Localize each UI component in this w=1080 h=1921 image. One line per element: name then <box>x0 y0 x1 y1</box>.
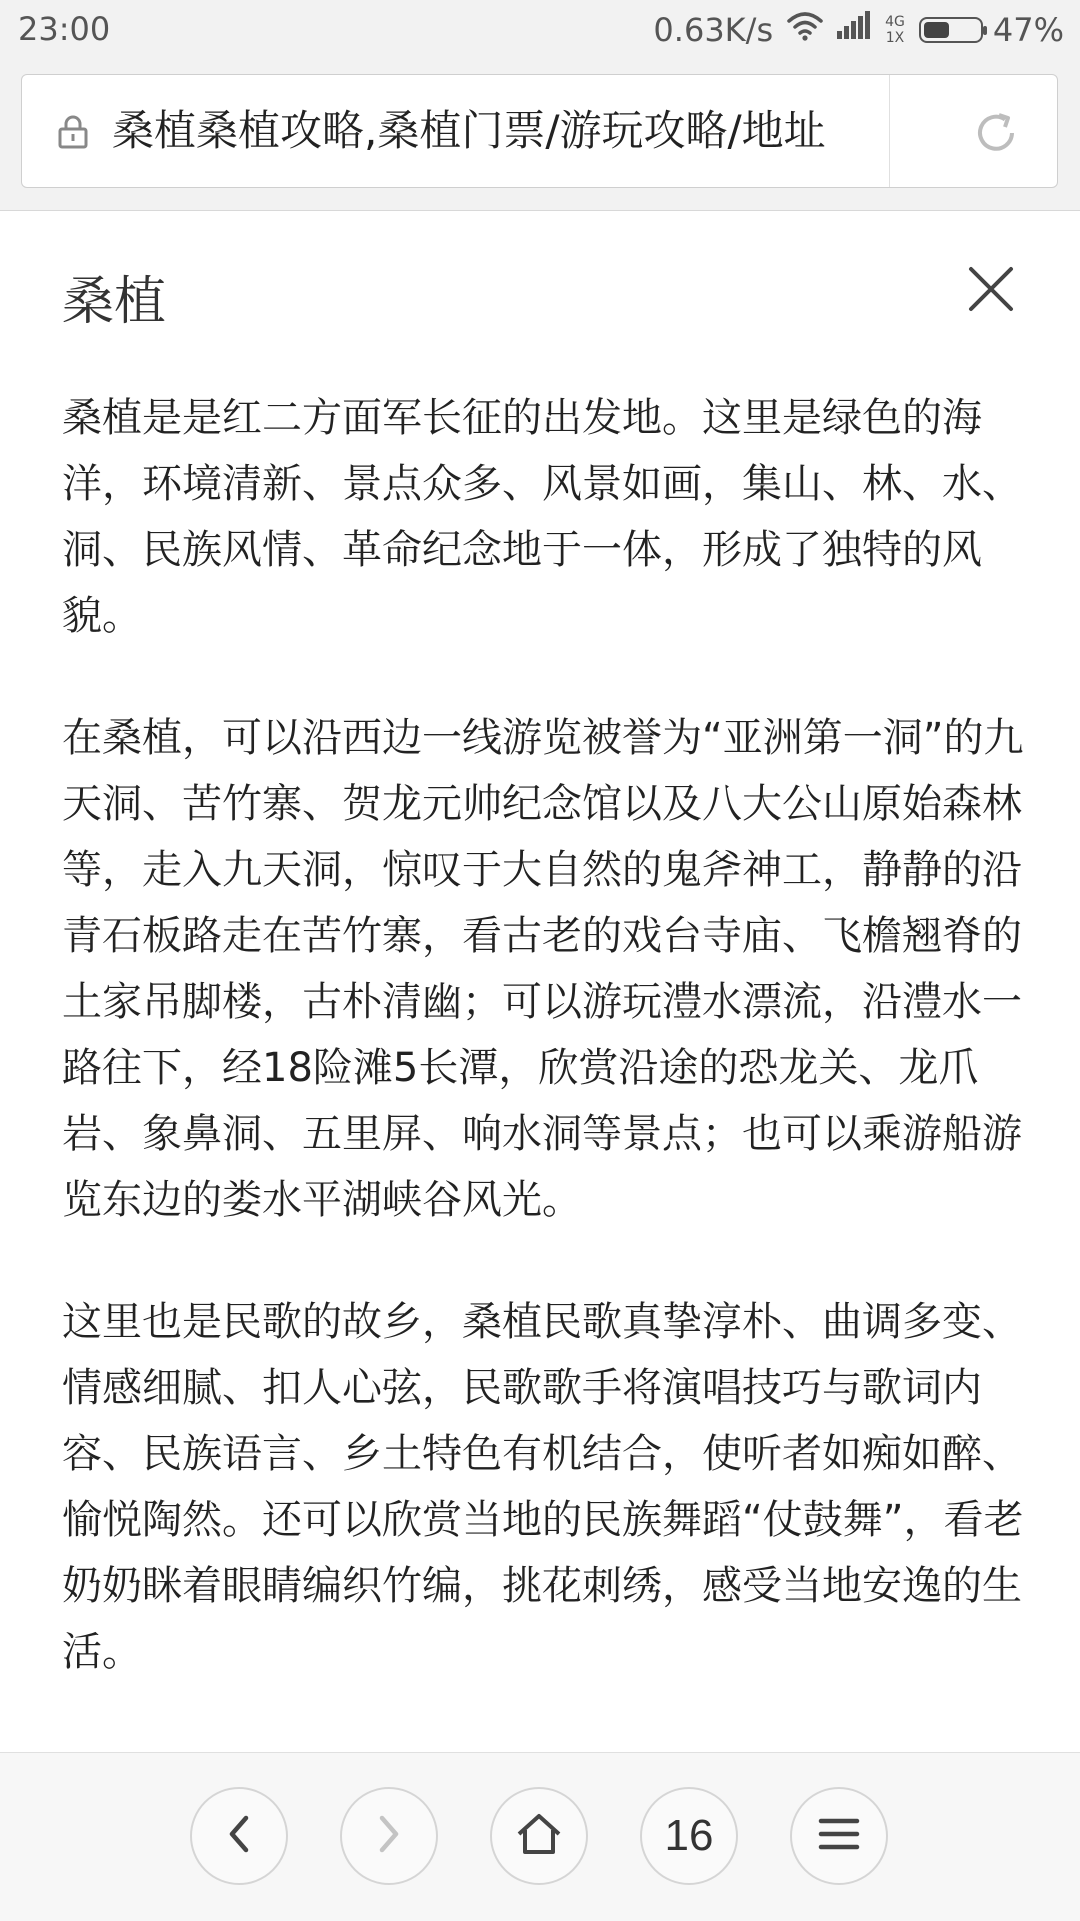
url-text[interactable]: 桑植桑植攻略,桑植门票/游玩攻略/地址 <box>112 106 826 155</box>
status-icons <box>653 10 1064 50</box>
status-time: 23:00 <box>18 10 111 48</box>
address-divider <box>889 75 890 187</box>
forward-icon <box>374 1814 404 1858</box>
forward-button[interactable] <box>340 1787 438 1885</box>
tabs-button[interactable] <box>640 1787 738 1885</box>
status-bar <box>0 0 1080 60</box>
article-overlay <box>0 210 1080 1753</box>
address-bar[interactable] <box>21 74 1058 188</box>
lock-icon <box>58 115 88 153</box>
battery-percent: 47% <box>992 11 1064 49</box>
network-type <box>885 14 905 46</box>
menu-icon <box>818 1817 860 1855</box>
back-button[interactable] <box>190 1787 288 1885</box>
article-paragraph: 这里也是民歌的故乡，桑植民歌真挚淳朴、曲调多变、情感细腻、扣人心弦，民歌歌手将演唱技巧与歌词内容、民族语言、乡土特色有机结合，使听者如痴如醉、愉悦陶然。还可以欣赏当地的民族舞蹈“仗鼓舞”，看老奶奶眯着眼睛编织竹编，挑花刺绣，感受当地安逸的生活。 <box>62 1299 1024 1675</box>
tabs-count: 16 <box>664 1811 714 1860</box>
battery-icon <box>919 17 983 43</box>
home-icon <box>515 1812 563 1860</box>
home-button[interactable] <box>490 1787 588 1885</box>
battery <box>919 11 1064 49</box>
network-type-top: 4G <box>885 14 905 30</box>
article-paragraph: 在桑植，可以沿西边一线游览被誉为“亚洲第一洞”的九天洞、苦竹寨、贺龙元帅纪念馆以及八大公山原始森林等，走入九天洞，惊叹于大自然的鬼斧神工，静静的沿青石板路走在苦竹寨，看古老的戏台寺庙、飞檐翘脊的土家吊脚楼，古朴清幽；可以游玩澧水漂流，沿澧水一路往下，经18险滩5长潭，欣赏沿途的恐龙关、龙爪岩、象鼻洞、五里屏、响水洞等景点；也可以乘游船游览东边的娄水平湖峡谷风光。 <box>62 715 1024 1223</box>
back-icon <box>224 1814 254 1858</box>
wifi-icon <box>787 11 823 49</box>
bottom-nav <box>0 1752 1080 1921</box>
reload-icon[interactable] <box>972 109 1020 161</box>
close-icon[interactable] <box>968 266 1014 316</box>
signal-icon <box>837 11 871 49</box>
menu-button[interactable] <box>790 1787 888 1885</box>
battery-level-fill <box>924 22 949 38</box>
article-body <box>62 385 1024 1741</box>
article-paragraph: 桑植是是红二方面军长征的出发地。这里是绿色的海洋，环境清新、景点众多、风景如画，集山、林、水、洞、民族风情、革命纪念地于一体，形成了独特的风貌。 <box>62 395 1022 639</box>
network-type-bottom: 1X <box>885 30 905 46</box>
network-speed: 0.63K/s <box>653 11 774 49</box>
battery-cap <box>983 26 987 35</box>
page-title: 桑植 <box>62 272 167 332</box>
